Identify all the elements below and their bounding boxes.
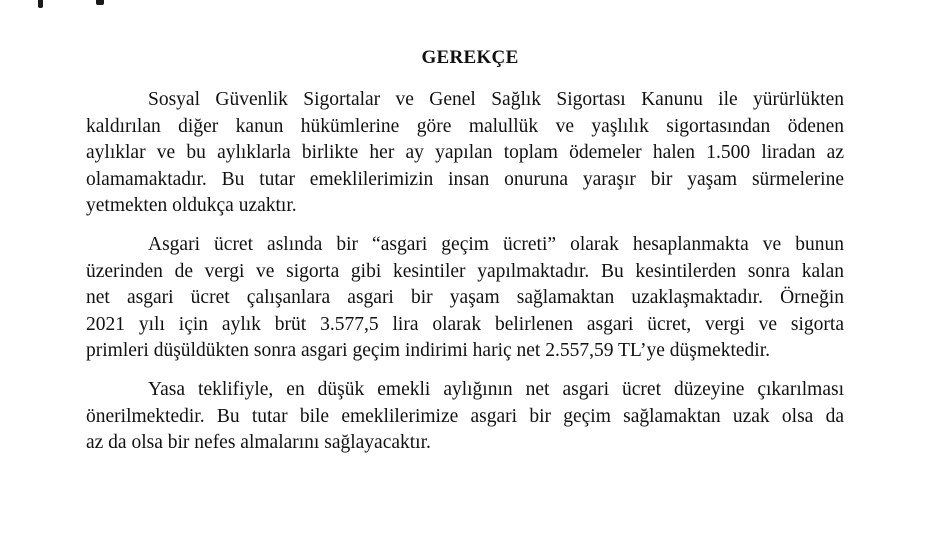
scan-artifact-mark [38,0,43,8]
text-line: önerilmektedir. Bu tutar bile emeklilerimize asgari bir geçim sağlamaktan uzak olsa da [86,405,844,427]
text-line: primleri düşüldükten sonra asgari geçim indirimi hariç net 2.557,59 TL’ye düşmektedir. [86,340,770,361]
text-line: aylıklar ve bu aylıklarla birlikte her ay yapılan toplam ödemeler halen 1.500 liradan az [86,142,844,163]
text-line: olamamaktadır. Bu tutar emeklilerimizin insan onuruna yaraşır bir yaşam sürmelerine [86,168,844,190]
scan-artifact-mark [96,0,104,5]
text-line: net asgari ücret çalışanlara asgari bir yaşam sağlamaktan uzaklaşmaktadır. Örneğin [86,287,844,308]
text-line: Asgari ücret aslında bir “asgari geçim ücreti” olarak hesaplanmakta ve bunun [148,234,844,255]
paragraph-1 [86,87,844,220]
text-line: Sosyal Güvenlik Sigortalar ve Genel Sağlık Sigortası Kanunu ile yürürlükten [148,89,844,110]
document-title: GEREKÇE [421,47,519,68]
text-line: Yasa teklifiyle, en düşük emekli aylığının net asgari ücret düzeyine çıkarılması [148,379,844,400]
paragraph-2 [86,232,844,365]
text-line: yetmekten oldukça uzaktır. [86,195,297,216]
text-line: üzerinden de vergi ve sigorta gibi kesintiler yapılmaktadır. Bu kesintilerden sonra kalan [86,260,844,282]
text-line: az da olsa bir nefes almalarını sağlayacaktır. [86,432,431,453]
paragraph-3 [86,377,844,457]
text-line: 2021 yılı için aylık brüt 3.577,5 lira olarak belirlenen asgari ücret, vergi ve sigorta [86,313,844,335]
text-line: kaldırılan diğer kanun hükümlerine göre malullük ve yaşlılık sigortasından ödenen [86,115,844,137]
